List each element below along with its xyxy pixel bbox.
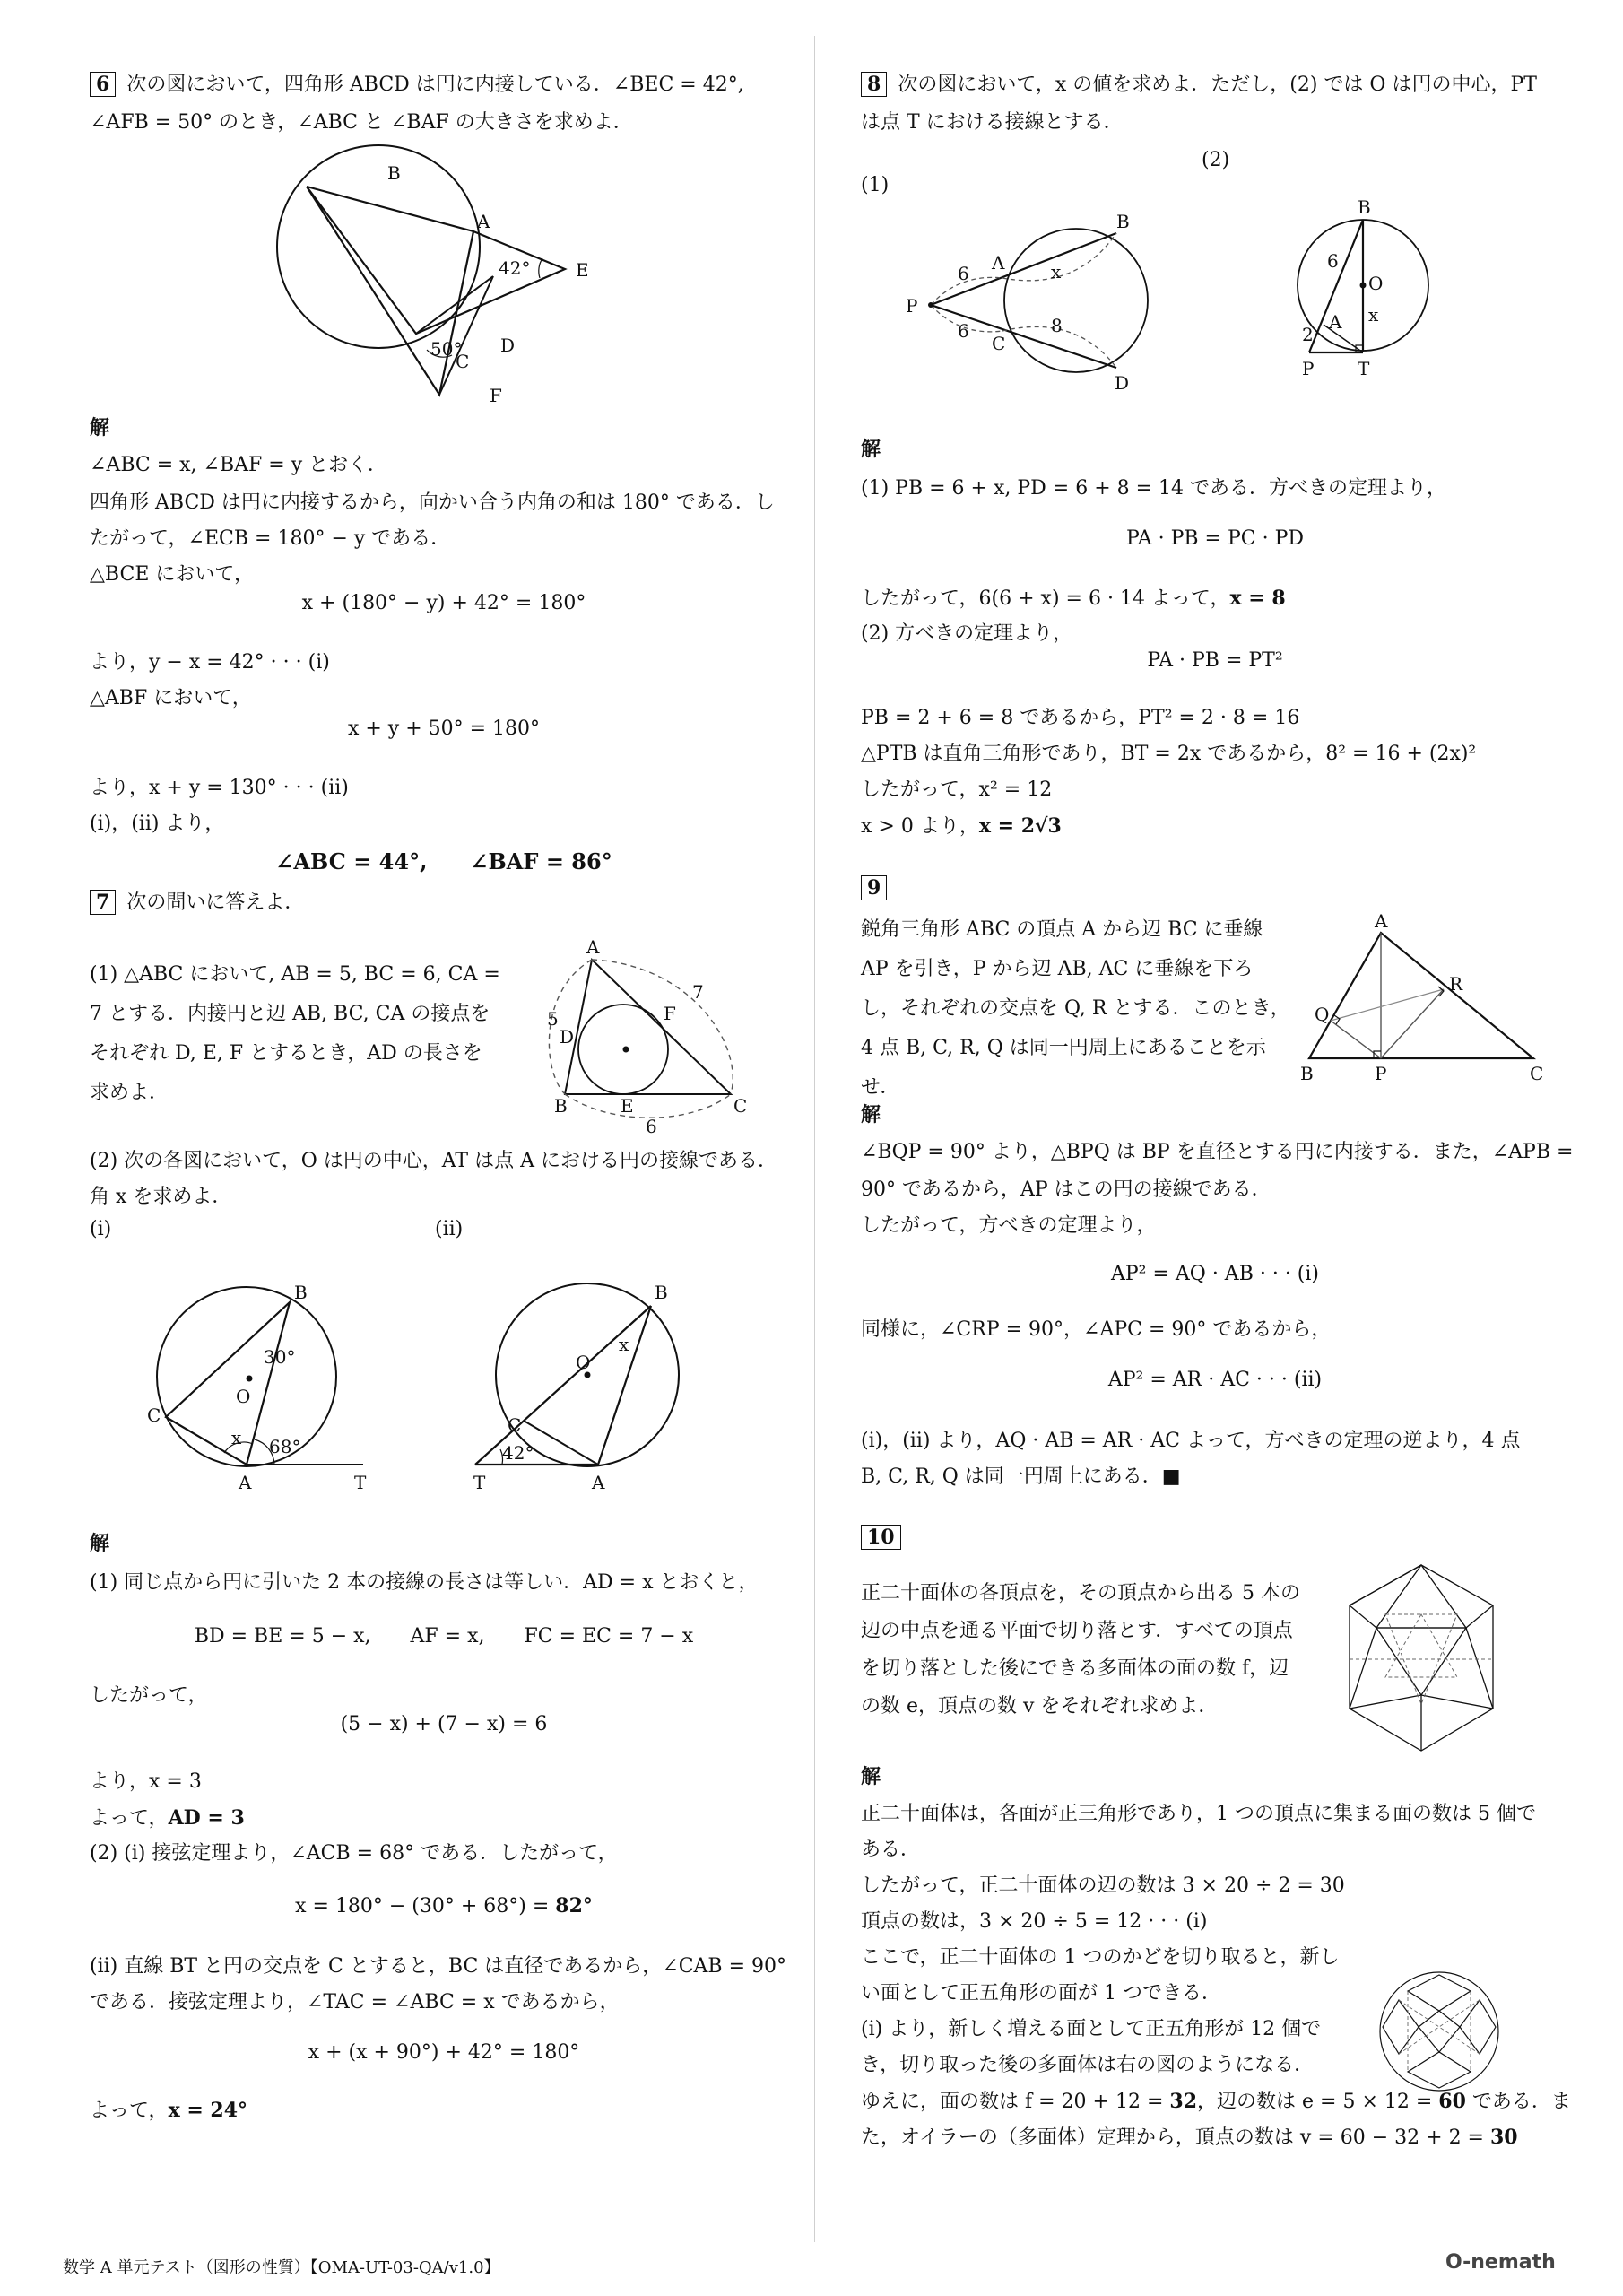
solution-line: ∠BQP = 90° より，△BPQ は BP を直径とする円に内接する．また，∠APB = [861, 1141, 1574, 1163]
problem-number: 9 [861, 875, 887, 900]
point-label-p: P [906, 295, 918, 317]
problem-text: ∠AFB = 50° のとき，∠ABC と ∠BAF の大きさを求めよ． [90, 111, 633, 134]
footer-text: 数学 A 単元テスト（図形の性質）【OMA-UT-03-QA/v1.0】 [63, 2258, 500, 2277]
solution-line: である．接弦定理より，∠TAC = ∠ABC = x であるから， [90, 1991, 620, 2013]
solution-line: より，x = 3 [90, 1770, 202, 1793]
point-label-f: F [664, 1003, 676, 1024]
length-label-8: 8 [1051, 315, 1063, 336]
solution-line: い面として正五角形の面が 1 つできる． [861, 1982, 1221, 2005]
side-label-5: 5 [547, 1008, 559, 1030]
point-label-b: B [294, 1282, 308, 1303]
side-label-6: 6 [646, 1116, 657, 1137]
length-label-6: 6 [958, 263, 969, 284]
answer: 82° [555, 1894, 593, 1918]
problem-number: 7 [90, 890, 116, 915]
solution-line: き，切り取った後の多面体は右の図のようになる． [861, 2054, 1315, 2076]
point-label-a: A [1375, 910, 1388, 932]
q6-figure [269, 152, 681, 404]
problem-6-line-1 [90, 72, 744, 99]
point-label-c: C [508, 1414, 522, 1436]
point-label-p: P [1302, 358, 1315, 379]
point-label-p: P [1375, 1063, 1387, 1084]
solution-line: (2) 方べきの定理より， [861, 622, 1073, 645]
point-label-b: B [1116, 211, 1130, 232]
problem-text: は点 T における接線とする． [861, 111, 1124, 134]
solution-line: たがって，∠ECB = 180° − y である． [90, 527, 451, 550]
solution-line: したがって，正二十面体の辺の数は 3 × 20 ÷ 2 = 30 [861, 1874, 1345, 1897]
point-label-c: C [733, 1095, 748, 1117]
point-label-a: A [586, 936, 600, 958]
sub-label: (ii) [435, 1218, 464, 1240]
problem-text: を切り落とした後にできる多面体の面の数 f，辺 [861, 1657, 1289, 1680]
solution-line: (i) より，新しく増える面として正五角形が 12 個で [861, 2018, 1322, 2040]
point-label-e: E [576, 259, 589, 281]
problem-text: の数 e，頂点の数 v をそれぞれ求めよ． [861, 1695, 1219, 1718]
angle-label-42: 42° [499, 257, 531, 279]
solution-line: より，y − x = 42° · · · (i) [90, 651, 330, 674]
point-label-r: R [1449, 973, 1463, 995]
point-label-d: D [500, 335, 516, 356]
angle-label-42: 42° [502, 1442, 534, 1464]
solution-heading: 解 [861, 1103, 881, 1126]
sub-label: (2) [1202, 149, 1230, 171]
solution-line: 正二十面体は，各面が正三角形であり，1 つの頂点に集まる面の数は 5 個で [861, 1803, 1536, 1825]
solution-line: (1) 同じ点から円に引いた 2 本の接線の長さは等しい．AD = x とおくと， [90, 1571, 759, 1594]
problem-text: せ． [861, 1076, 900, 1099]
problem-text: 正二十面体の各頂点を，その頂点から出る 5 本の [861, 1582, 1300, 1605]
solution-line: ある． [861, 1839, 921, 1861]
answer: AD = 3 [168, 1806, 245, 1830]
solution-line: た，オイラーの（多面体）定理から，頂点の数は v = 60 − 32 + 2 = 30 [861, 2126, 1518, 2149]
problem-text: それぞれ D, E, F とするとき，AD の長さを [90, 1042, 482, 1065]
final-answer: ∠ABC = 44°, ∠BAF = 86° [275, 848, 612, 874]
sub-label: (1) [861, 174, 890, 196]
solution-line: したがって，x² = 12 [861, 778, 1053, 801]
q7-2ii-figure [475, 1274, 771, 1507]
solution-line: (i)，(ii) より， [90, 813, 225, 835]
problem-text: 次の図において，四角形 ABCD は円に内接している．∠BEC = 42°, [126, 74, 744, 96]
solution-line: ゆえに，面の数は f = 20 + 12 = 32，辺の数は e = 5 × 12 = 60 である．ま [861, 2090, 1571, 2113]
problem-text: 次の問いに答えよ． [126, 891, 305, 914]
solution-line: したがって，6(6 + x) = 6 · 14 よって，x = 8 [861, 587, 1286, 610]
point-label-a: A [1329, 311, 1342, 333]
solution-heading: 解 [90, 1532, 110, 1555]
point-label-o: O [236, 1386, 251, 1407]
point-label-t: T [473, 1472, 486, 1493]
icosahedron-icon [1336, 1561, 1506, 1758]
point-label-d: D [1115, 372, 1130, 394]
length-label-6: 6 [958, 320, 969, 342]
solution-line: より，x + y = 130° · · · (ii) [90, 777, 349, 799]
solution-line: B, C, R, Q は同一円周上にある．■ [861, 1465, 1181, 1488]
problem-text: 角 x を求めよ． [90, 1186, 232, 1208]
point-label-b: B [655, 1282, 668, 1303]
point-label-a: A [992, 252, 1005, 274]
solution-line: 四角形 ABCD は円に内接するから，向かい合う内角の和は 180° である．し [90, 491, 775, 514]
point-label-c: C [992, 333, 1006, 354]
point-label-b: B [554, 1095, 568, 1117]
angle-label-50: 50° [430, 338, 463, 360]
point-label-d: D [560, 1026, 575, 1048]
problem-text: 求めよ． [90, 1082, 169, 1104]
problem-text: AP を引き，P から辺 AB, AC に垂線を下ろ [861, 958, 1254, 980]
point-label-a: A [477, 211, 490, 232]
solution-line: PB = 2 + 6 = 8 であるから，PT² = 2 · 8 = 16 [861, 707, 1300, 729]
answer: x = 24° [168, 2099, 248, 2122]
solution-line: よって，AD = 3 [90, 1806, 245, 1830]
brand-logo: O-nemath [1445, 2251, 1556, 2274]
sub-label: (i) [90, 1218, 112, 1240]
point-label-c: C [147, 1405, 161, 1426]
solution-line: したがって， [90, 1684, 208, 1707]
point-label-o: O [576, 1352, 591, 1373]
answer: x = 8 [1229, 587, 1286, 610]
equation: AP² = AQ · AB · · · (i) [1110, 1263, 1320, 1285]
q7-1-figure [538, 937, 807, 1144]
angle-label-68: 68° [269, 1436, 301, 1457]
problem-number: 8 [861, 72, 887, 97]
truncated-icosahedron-icon [1372, 1964, 1506, 2099]
q8-2-figure [1291, 188, 1435, 386]
solution-line: △ABF において， [90, 687, 252, 709]
solution-line: △PTB は直角三角形であり，BT = 2x であるから，8² = 16 + (2x)² [861, 743, 1477, 765]
equation: x + (x + 90°) + 42° = 180° [308, 2041, 580, 2064]
answer: 60 [1438, 2090, 1466, 2113]
point-label-a: A [592, 1472, 605, 1493]
angle-label-x: x [231, 1427, 242, 1448]
problem-text: (1) △ABC において, AB = 5, BC = 6, CA = [90, 963, 500, 986]
solution-line: (ii) 直線 BT と円の交点を C とすると，BC は直径であるから，∠CAB = 90° [90, 1955, 787, 1978]
solution-line: したがって，方べきの定理より， [861, 1214, 1157, 1237]
solution-line: ここで，正二十面体の 1 つのかどを切り取ると，新し [861, 1946, 1340, 1969]
answer: 30 [1490, 2126, 1518, 2149]
point-label-t: T [1358, 358, 1370, 379]
equation: PA · PB = PC · PD [1125, 527, 1305, 550]
solution-heading: 解 [861, 1765, 881, 1788]
length-label-x: x [1368, 304, 1379, 326]
equation: PA · PB = PT² [1147, 649, 1283, 672]
solution-line: 同様に，∠CRP = 90°，∠APC = 90° であるから， [861, 1318, 1332, 1341]
side-label-7: 7 [692, 981, 704, 1003]
solution-heading: 解 [861, 438, 881, 461]
solution-line: x > 0 より，x = 2√3 [861, 814, 1062, 838]
point-label-b: B [387, 162, 401, 184]
point-label-b: B [1300, 1063, 1314, 1084]
equation: (5 − x) + (7 − x) = 6 [340, 1713, 548, 1735]
problem-text: 鋭角三角形 ABC の頂点 A から辺 BC に垂線 [861, 918, 1263, 941]
solution-line: ∠ABC = x, ∠BAF = y とおく． [90, 454, 387, 476]
problem-text: 次の図において，x の値を求めよ．ただし，(2) では O は円の中心，PT [898, 74, 1537, 96]
point-label-c: C [456, 351, 470, 372]
column-divider [814, 36, 815, 2242]
answer: 32 [1169, 2090, 1198, 2113]
solution-line: 90° であるから，AP はこの円の接線である． [861, 1178, 1271, 1201]
solution-line: 頂点の数は，3 × 20 ÷ 5 = 12 · · · (i) [861, 1910, 1208, 1933]
problem-text: 7 とする．内接円と辺 AB, BC, CA の接点を [90, 1003, 490, 1025]
q9-figure [1291, 910, 1560, 1094]
length-label-2: 2 [1302, 324, 1314, 345]
point-label-o: O [1368, 273, 1384, 294]
solution-line: (1) PB = 6 + x, PD = 6 + 8 = 14 である．方べきの定理より， [861, 477, 1447, 500]
solution-heading: 解 [90, 416, 110, 439]
length-label-6: 6 [1327, 250, 1339, 272]
equation: x = 180° − (30° + 68°) = 82° [295, 1894, 593, 1918]
problem-number: 10 [861, 1525, 901, 1550]
point-label-q: Q [1315, 1004, 1330, 1025]
length-label-x: x [1051, 261, 1062, 283]
point-label-f: F [490, 385, 502, 406]
solution-line: よって，x = 24° [90, 2099, 248, 2122]
problem-text: 辺の中点を通る平面で切り落とす．すべての頂点 [861, 1620, 1293, 1642]
equation: x + y + 50° = 180° [347, 718, 541, 740]
answer: x = 2√3 [978, 814, 1062, 838]
solution-line: (2) (i) 接弦定理より，∠ACB = 68° である．したがって， [90, 1842, 618, 1865]
problem-number: 6 [90, 72, 116, 97]
point-label-a: A [239, 1472, 252, 1493]
problem-text: し，それぞれの交点を Q, R とする．このとき， [861, 997, 1290, 1020]
problem-text: 4 点 B, C, R, Q は同一円周上にあることを示 [861, 1037, 1266, 1059]
angle-label-30: 30° [264, 1346, 296, 1368]
point-label-t: T [354, 1472, 367, 1493]
q8-1-figure [906, 206, 1166, 395]
equation: AP² = AR · AC · · · (ii) [1107, 1369, 1323, 1391]
point-label-e: E [621, 1095, 634, 1117]
problem-text: (2) 次の各図において，O は円の中心，AT は点 A における円の接線である． [90, 1150, 777, 1172]
point-label-b: B [1358, 196, 1371, 218]
solution-line: △BCE において， [90, 563, 254, 586]
angle-label-x: x [619, 1334, 629, 1355]
equation: x + (180° − y) + 42° = 180° [301, 592, 586, 614]
equation: BD = BE = 5 − x, AF = x, FC = EC = 7 − x [194, 1625, 694, 1648]
solution-line: (i)，(ii) より，AQ · AB = AR · AC よって，方べきの定理の逆より，4 点 [861, 1430, 1521, 1452]
q7-2i-figure [143, 1274, 439, 1507]
point-label-c: C [1530, 1063, 1544, 1084]
